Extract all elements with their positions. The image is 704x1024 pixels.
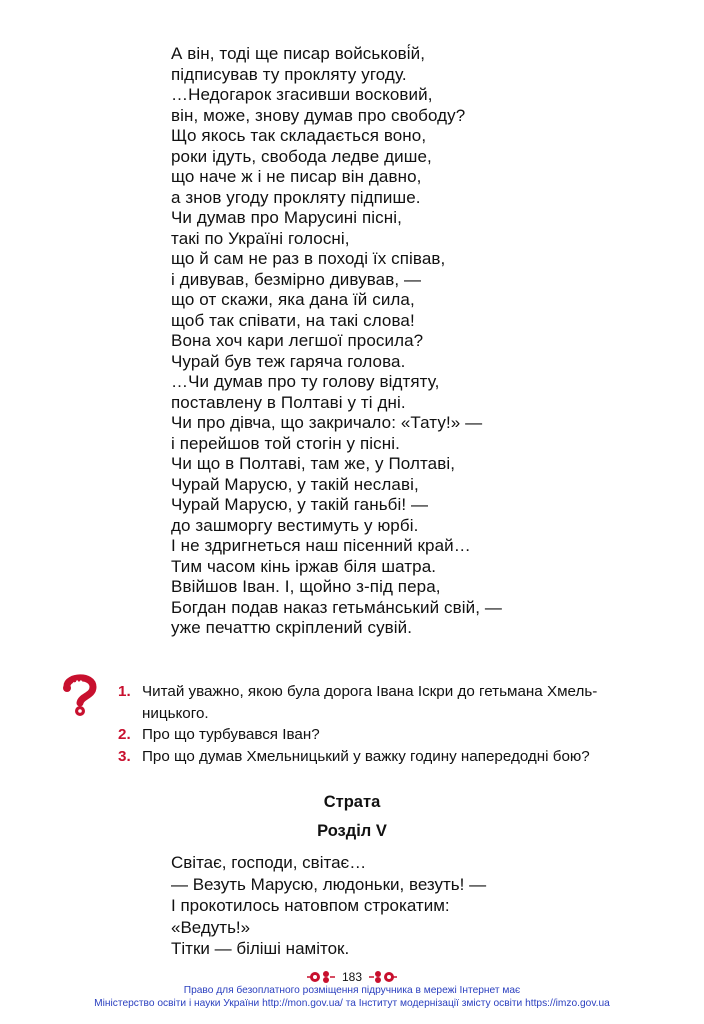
footer-line: Право для безоплатного розміщення підручника в мережі Інтернет має [183,985,521,996]
poem-line: Тітки — біліші наміток. [171,939,350,958]
question-mark-icon [60,672,100,718]
poem-line: до зашморгу вестимуть у юрбі. [171,515,419,535]
poem-line: Ввійшов Іван. І, щойно з-під пера, [171,577,441,596]
poem-line: Що якось так складається воно, [171,126,427,145]
poem-line: Тим часом кінь іржав біля шатра. [171,556,437,576]
poem-line: що наче ж і не писар він давно, [171,167,422,186]
poem-line: Чурай Марусю, у такій неславі, [171,474,419,494]
poem-line: і дивував, безмірно дивував, — [171,269,422,289]
footer-line: Міністерство освіти і науки України http://mon.gov.ua/ та Інститут модернізації змісту освіти https://imzo.gov.ua [94,998,610,1009]
poem-line: …Недогарок згасивши восковий, [171,85,433,104]
poem-line: Чи що в Полтаві, там же, у Полтаві, [171,454,456,473]
ornament-left-icon [306,969,336,985]
copyright-footer [0,984,704,1010]
poem-line: підписував ту прокляту угоду. [171,64,407,84]
poem-line: «Ведуть!» [171,917,251,937]
poem-line: поставлену в Полтаві у ті дні. [171,392,406,412]
question-item [118,724,658,746]
poem-line: …Чи думав про ту голову відтяту, [171,372,440,391]
poem-line: Чи про дівча, що закричало: «Тату!» — [171,413,483,432]
poem-line: І прокотилось натовпом строкатим: [171,896,450,915]
question-number: 2. [118,726,131,743]
poem-line: — Везуть Марусю, людоньки, везуть! — [171,874,487,894]
poem-line: і перейшов той стогін у пісні. [171,433,400,453]
poem-line: А він, тоді ще писар войськові́й, [171,44,426,63]
questions-list [118,681,658,767]
poem-line: такі по Україні голосні, [171,228,350,248]
question-number: 1. [118,683,131,700]
poem-line: Чурай Марусю, у такій ганьбі! — [171,495,429,514]
ornament-right-icon [368,969,398,985]
poem-line: І не здригнеться наш пісенний край… [171,536,471,555]
section-title: Страта [323,793,381,811]
page-number: 183 [341,969,363,984]
poem-line: щоб так співати, на такі слова! [171,310,415,330]
poem-line: уже печаттю скріплений сувій. [171,618,413,637]
question-item [118,746,658,768]
question-text: Читай уважно, якою була дорога Івана Іскри до гетьмана Хмельницького. [142,683,598,722]
question-number: 3. [118,747,131,765]
poem-line: що й сам не раз в поході їх співав, [171,249,446,268]
question-item [118,681,658,724]
question-text: Про що думав Хмельницький у важку годину напередодні бою? [142,747,590,765]
poem-line: Чурай був теж гаряча голова. [171,351,406,371]
poem-line: Богдан подав наказ гетьма́нський свій, — [171,597,502,617]
poem-line: що от скажи, яка дана їй сила, [171,290,415,309]
poem-line: Вона хоч кари легшої просила? [171,331,424,350]
poem-line: він, може, знову думав про свободу? [171,105,466,125]
poem-line: роки ідуть, свобода ледве дише, [171,146,432,166]
poem-excerpt [171,44,651,639]
poem-line: а знов угоду прокляту підпише. [171,187,421,207]
poem-line: Чи думав про Марусині пісні, [171,208,402,227]
question-text: Про що турбувався Іван? [142,726,320,743]
poem-line: Світає, господи, світає… [171,853,367,872]
poem-chapter-v [171,852,651,960]
chapter-title: Розділ V [317,822,387,840]
